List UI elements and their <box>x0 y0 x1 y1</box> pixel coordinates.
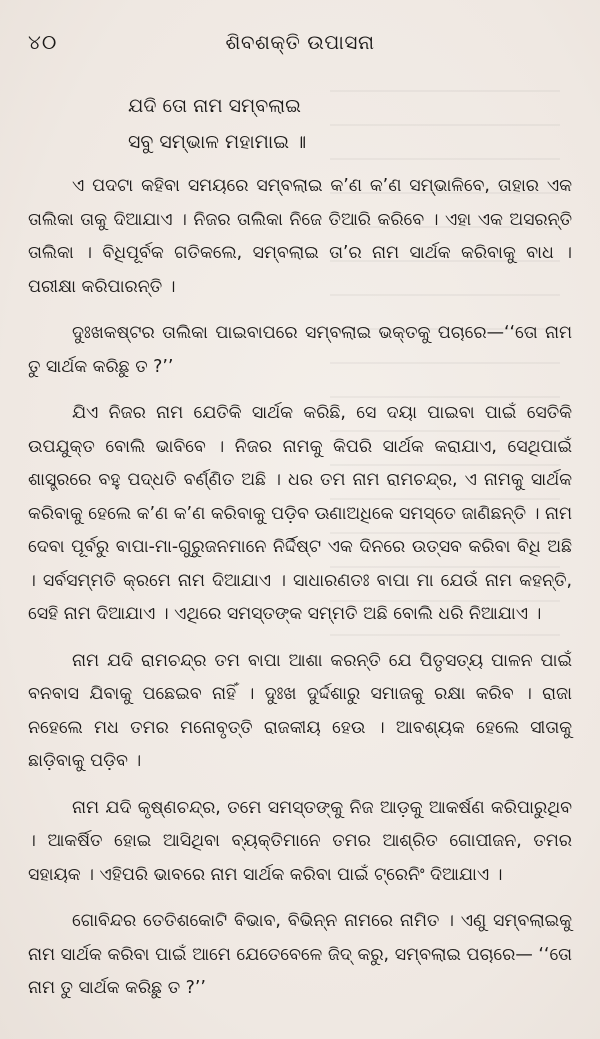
paragraph: ନାମ ଯଦି କୃଷ୍ଣଚନ୍ଦ୍ର, ତମେ ସମସ୍ତଙ୍କୁ ନିଜ ଆଡ଼କୁ ଆକର୍ଷଣ କରିପାରୁଥିବ । ଆକର୍ଷିତ ହୋଇ ଆସିଥିବା ବ୍ୟକ୍ତିମାନେ ତମର ଆଶ୍ରିତ ଗୋପୀଜନ, ତମର ସହାୟକ । ଏହିପରି ଭାବରେ ନାମ ସାର୍ଥକ କରିବା ପାଇଁ ଟ୍ରେନିଂ ଦିଆଯାଏ । <box>28 797 572 885</box>
verse-line: ସବୁ ସମ୍ଭାଳ ମହାମାଇ ॥ <box>128 131 307 153</box>
verse-line: ଯଦି ତୋ ନାମ ସମ୍ବଲାଇ <box>128 95 301 117</box>
paragraph: ନାମ ଯଦି ରାମଚନ୍ଦ୍ର ତମ ବାପା ଆଶା କରନ୍ତି ଯେ ପିତୃସତ୍ୟ ପାଳନ ପାଇଁ ବନବାସ ଯିବାକୁ ପଛେଇବ ନାହିଁ । ଦୁଃଖ ଦୁର୍ଦ୍ଦଶାରୁ ସମାଜକୁ ରକ୍ଷା କରିବ । ରାଜା ନହେଲେ ମଧ ତମର ମନୋବୃତ୍ତି ରାଜକୀୟ ହେଉ । ଆବଶ୍ୟକ ହେଲେ ସୀତାକୁ ଛାଡ଼ିବାକୁ ପଡ଼ିବ । <box>28 650 572 771</box>
paragraph: ଦୁଃଖକଷ୍ଟର ତାଲିକା ପାଇବାପରେ ସମ୍ବଲାଇ ଭକ୍ତକୁ ପଚାରେ—‘‘ତୋ ନାମ ତୁ ସାର୍ଥକ କରିଛୁ ତ ?’’ <box>28 323 572 377</box>
body-text <box>28 170 572 1019</box>
running-title: ଶିବଶକ୍ତି ଉପାସନା <box>225 30 375 54</box>
paragraph: ଯିଏ ନିଜର ନାମ ଯେତିକି ସାର୍ଥକ କରିଛି, ସେ ଦୟା ପାଇବା ପାଇଁ ସେତିକି ଉପଯୁକ୍ତ ବୋଲି ଭାବିବେ । ନିଜର ନାମକୁ କିପରି ସାର୍ଥକ କରାଯାଏ, ସେଥିପାଇଁ ଶାସ୍ତ୍ରରେ ବହୁ ପଦ୍ଧତି ବର୍ଣ୍ଣିତ ଅଛି । ଧର ତମ ନାମ ରାମଚନ୍ଦ୍ର, ଏ ନାମକୁ ସାର୍ଥକ କରିବାକୁ ହେଲେ କ’ଣ କ’ଣ କରିବାକୁ ପଡ଼ିବ ଊଣାଅଧିକେ ସମସ୍ତେ ଜାଣିଛନ୍ତି । ନାମ ଦେବା ପୂର୍ବରୁ ବାପା-ମା-ଗୁରୁଜନମାନେ ନିର୍ଦ୍ଦିଷ୍ଟ ଏକ ଦିନରେ ଉତ୍ସବ କରିବା ବିଧି ଅଛି । ସର୍ବସମ୍ମତି କ୍ରମେ ନାମ ଦିଆଯାଏ । ସାଧାରଣତଃ ବାପା ମା ଯେଉଁ ନାମ କହନ୍ତି, ସେହି ନାମ ଦିଆଯାଏ । ଏଥିରେ ସମସ୍ତଙ୍କ ସମ୍ମତି ଅଛି ବୋଲି ଧରି ନିଆଯାଏ । <box>28 403 572 624</box>
verse-block <box>128 88 306 160</box>
paragraph: ଗୋବିନ୍ଦର ତେତିଶକୋଟି ବିଭାବ, ବିଭିନ୍ନ ନାମରେ ନାମିତ । ଏଣୁ ସମ୍ବଲାଇକୁ ନାମ ସାର୍ଥକ କରିବା ପାଇଁ ଆମେ ଯେତେବେଳେ ଜିଦ୍ କରୁ, ସମ୍ବଲାଇ ପଚାରେ— ‘‘ତୋ ନାମ ତୁ ସାର୍ଥକ କରିଛୁ ତ ?’’ <box>28 911 572 998</box>
running-head <box>28 30 572 60</box>
paragraph: ଏ ପଦଟା କହିବା ସମୟରେ ସମ୍ବଲାଇ କ’ଣ କ’ଣ ସମ୍ଭାଳିବେ, ତାହାର ଏକ ତାଲିକା ତାକୁ ଦିଆଯାଏ । ନିଜର ତାଲିକା ନିଜେ ତିଆରି କରିବେ । ଏହା ଏକ ଅସରନ୍ତି ତାଲିକା । ବିଧିପୂର୍ବକ ଗତିକଲେ, ସମ୍ବଲାଇ ତା’ର ନାମ ସାର୍ଥକ କରିବାକୁ ବାଧ । ପରୀକ୍ଷା କରିପାରନ୍ତି । <box>28 176 572 297</box>
page-number: ୪୦ <box>28 30 58 54</box>
